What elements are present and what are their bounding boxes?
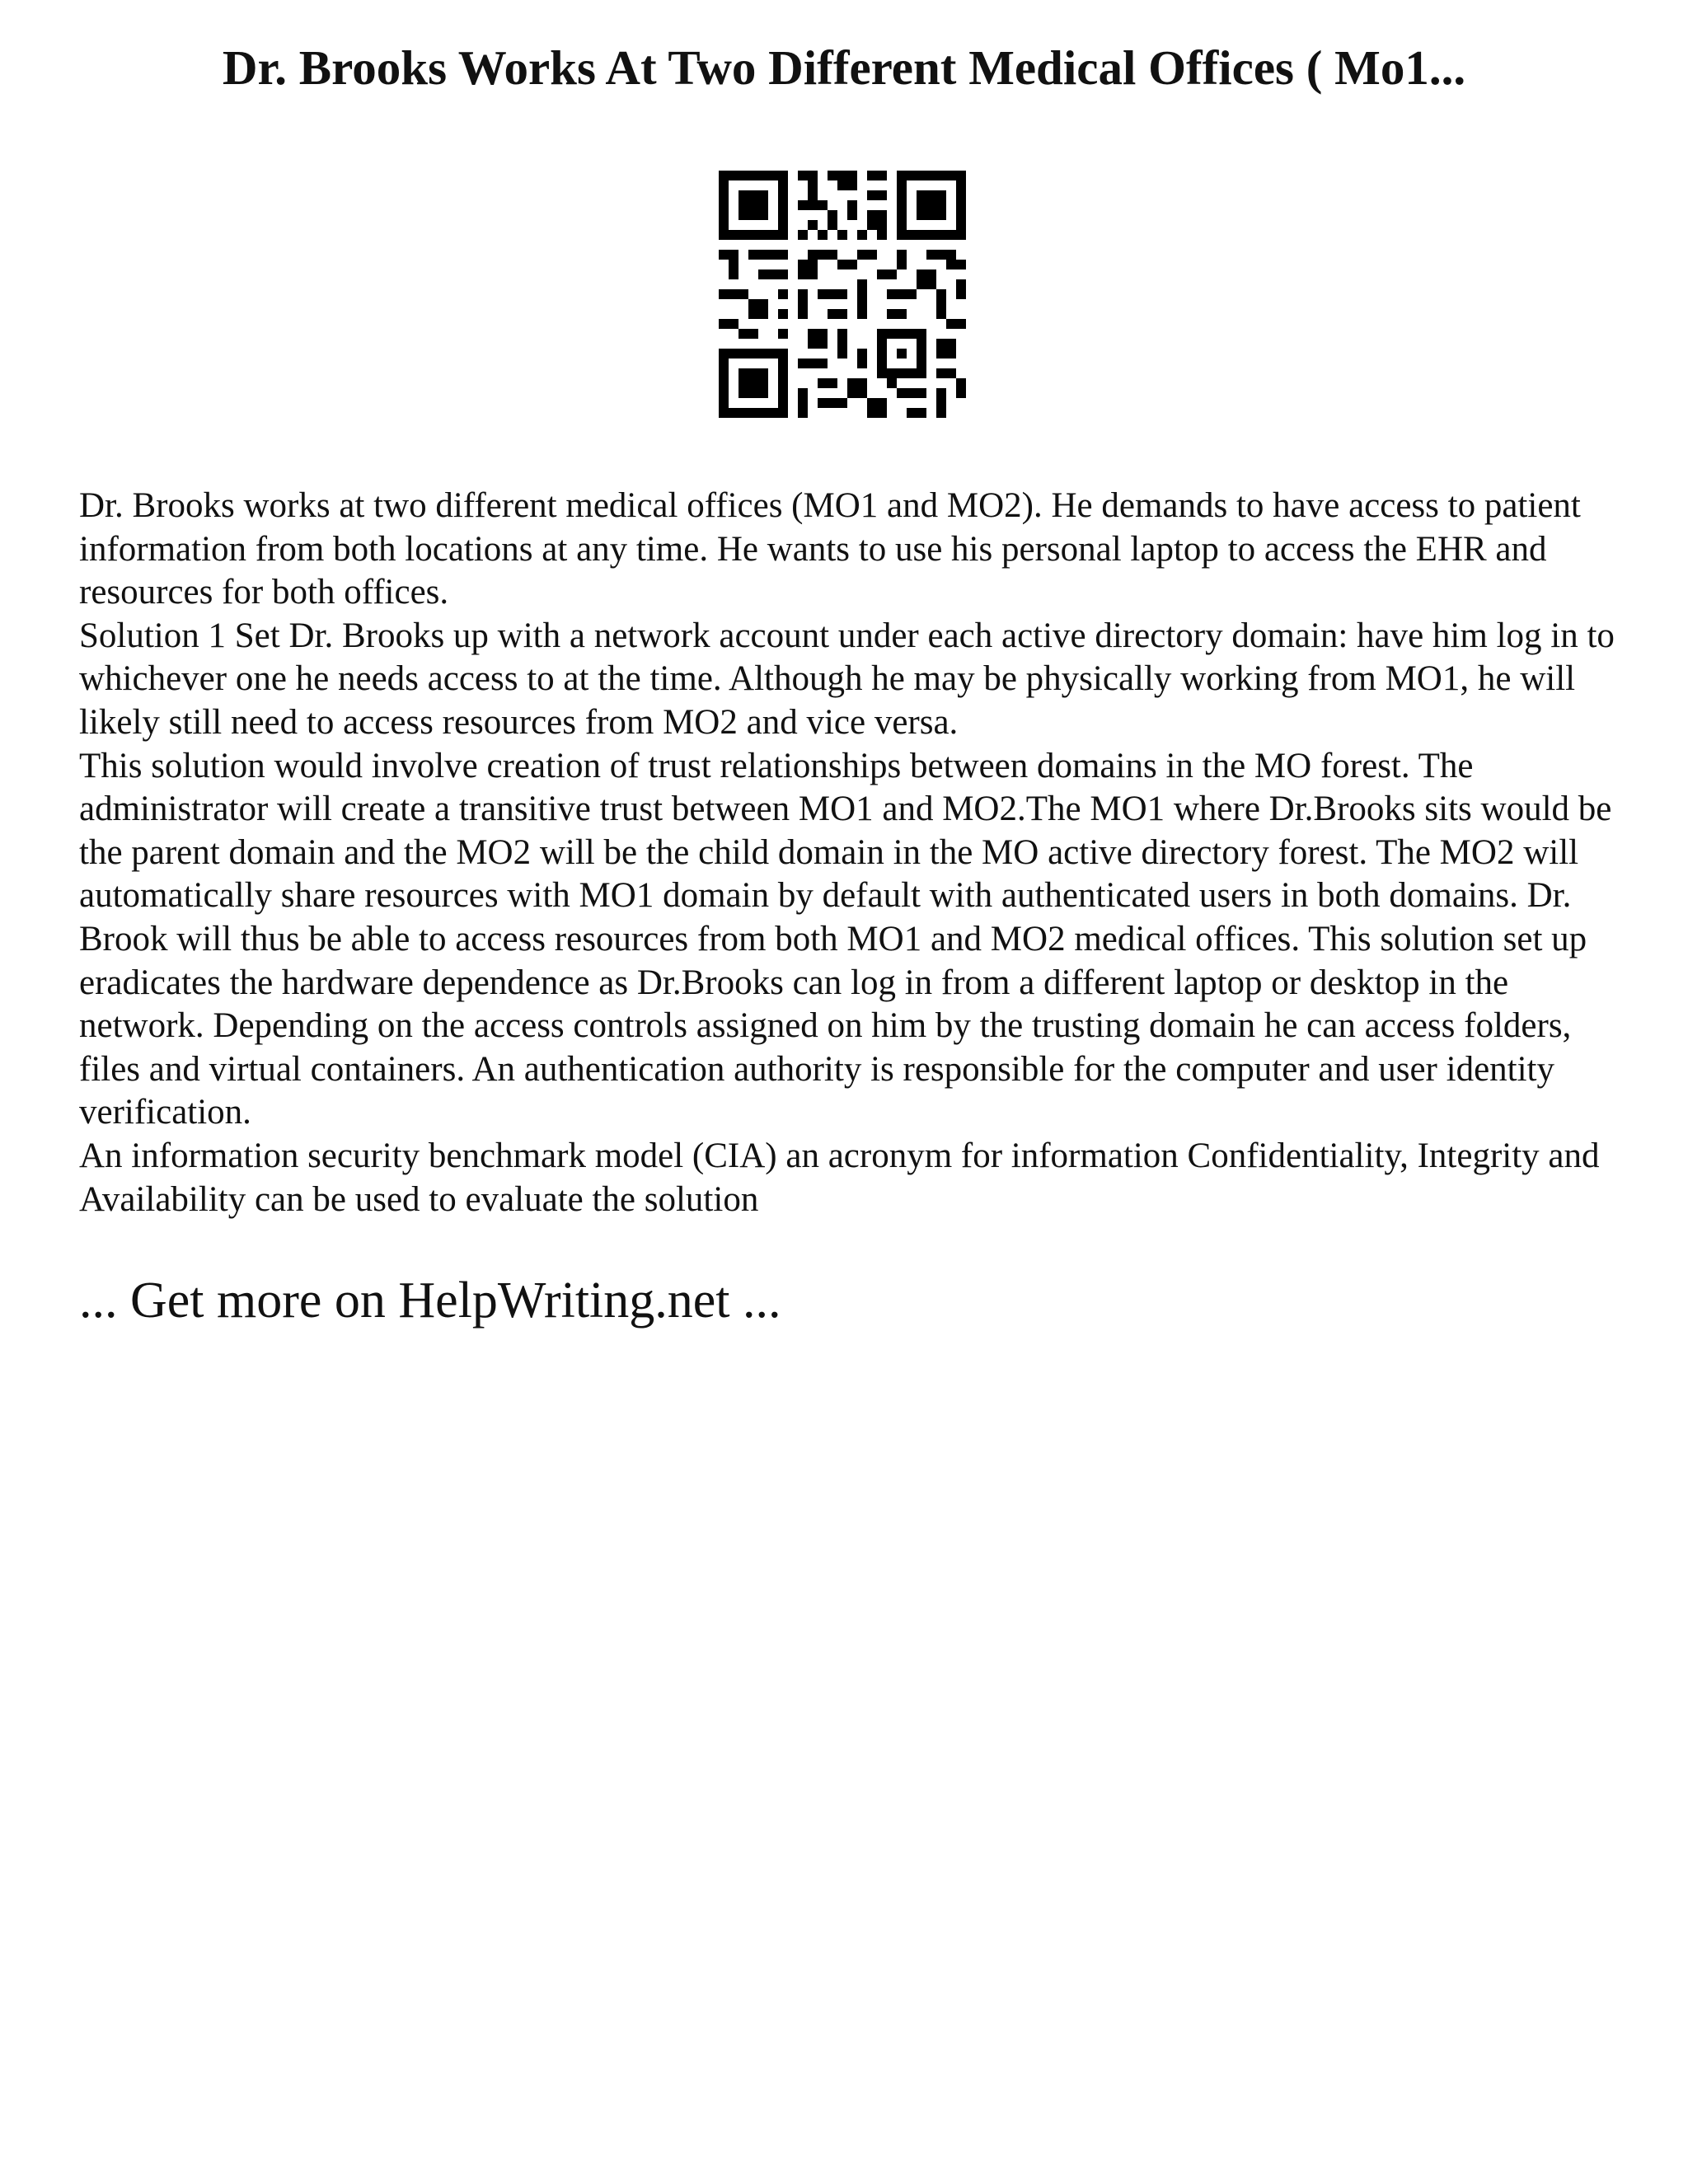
qr-code-icon[interactable] [719, 171, 966, 418]
body-paragraph: An information security benchmark model (CIA) an acronym for information Confidentiality, Integrity and Availability can be used to evaluate the solution [79, 1136, 1600, 1219]
body-paragraph: This solution would involve creation of trust relationships between domains in the MO forest. The administrator will create a transitive trust between MO1 and MO2.The MO1 where Dr.Brooks sits would be the parent domain and the MO2 will be the child domain in the MO active directory forest. The MO2 will automatically share resources with MO1 domain by default with authenticated users in both domains. Dr. Brook will thus be able to access resources from both MO1 and MO2 medical offices. This solution set up eradicates the hardware dependence as Dr.Brooks can log in from a different laptop or desktop in the network. Depending on the access controls assigned on him by the trusting domain he can access folders, files and virtual containers. An authentication authority is responsible for the computer and user identity verification. [79, 746, 1612, 1132]
document-body [79, 485, 1629, 1221]
document-title: Dr. Brooks Works At Two Different Medical Offices ( Mo1... [222, 40, 1466, 95]
body-paragraph: Dr. Brooks works at two different medical offices (MO1 and MO2). He demands to have access to patient information from both locations at any time. He wants to use his personal laptop to access the EHR and resources for both offices. [79, 486, 1581, 612]
get-more-link[interactable]: ... Get more on HelpWriting.net ... [79, 1272, 781, 1329]
body-paragraph: Solution 1 Set Dr. Brooks up with a network account under each active directory domain: have him log in to whichever one he needs access to at the time. Although he may be physically working from MO1, he will likely still need to access resources from MO2 and vice versa. [79, 616, 1615, 742]
